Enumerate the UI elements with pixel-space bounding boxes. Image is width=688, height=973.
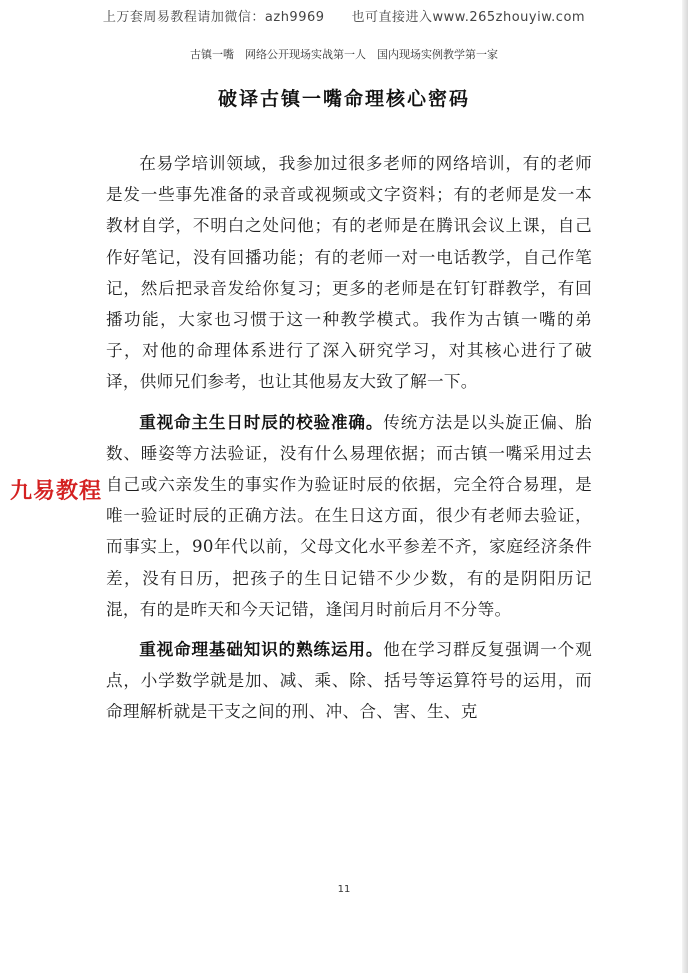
paragraph-text: 传统方法是以头旋正偏、胎数、睡姿等方法验证，没有什么易理依据；而古镇一嘴采用过去自己或六亲发生的事实作为验证时辰的依据，完全符合易理，是唯一验证时辰的正确方法。在生日这方面，很少有老师去验证，而事实上，90年代以前，父母文化水平参差不齐，家庭经济条件差，没有日历，把孩子的生日记错不少少数，有的是阴阳历记混，有的是昨天和今天记错，逢闰月时前后月不分等。 xyxy=(106,412,592,619)
document-body xyxy=(106,148,592,737)
paragraph-lead: 重视命理基础知识的熟练运用。 xyxy=(139,639,384,660)
top-banner: 上万套周易教程请加微信：azh9969 也可直接进入www.265zhouyiw.com xyxy=(102,10,586,25)
paragraph-intro xyxy=(106,148,592,398)
document-subheader: 古镇一嘴 网络公开现场实战第一人 国内现场实例教学第一家 xyxy=(190,48,498,61)
watermark-label: 九易教程 xyxy=(10,479,103,504)
scan-edge xyxy=(682,0,688,973)
paragraph-text: 在易学培训领域，我参加过很多老师的网络培训，有的老师是发一些事先准备的录音或视频或文字资料；有的老师是发一本教材自学，不明白之处问他；有的老师是在腾讯会议上课，自己作好笔记，没有回播功能；有的老师一对一电话教学，自己作笔记，然后把录音发给你复习；更多的老师是在钉钉群教学，有回播功能，大家也习惯于这一种教学模式。我作为古镇一嘴的弟子，对他的命理体系进行了深入研究学习，对其核心进行了破译，供师兄们参考，也让其他易友大致了解一下。 xyxy=(106,154,592,392)
document-title: 破译古镇一嘴命理核心密码 xyxy=(217,88,470,110)
paragraph-fundamentals xyxy=(106,634,592,728)
paragraph-text: 他在学习群反复强调一个观点，小学数学就是加、减、乘、除、括号等运算符号的运用，而命理解析就是干支之间的刑、冲、合、害、生、克 xyxy=(106,640,592,722)
page-number: 11 xyxy=(337,884,351,895)
paragraph-lead: 重视命主生日时辰的校验准确。 xyxy=(139,411,384,432)
paragraph-birth-time xyxy=(106,407,592,625)
